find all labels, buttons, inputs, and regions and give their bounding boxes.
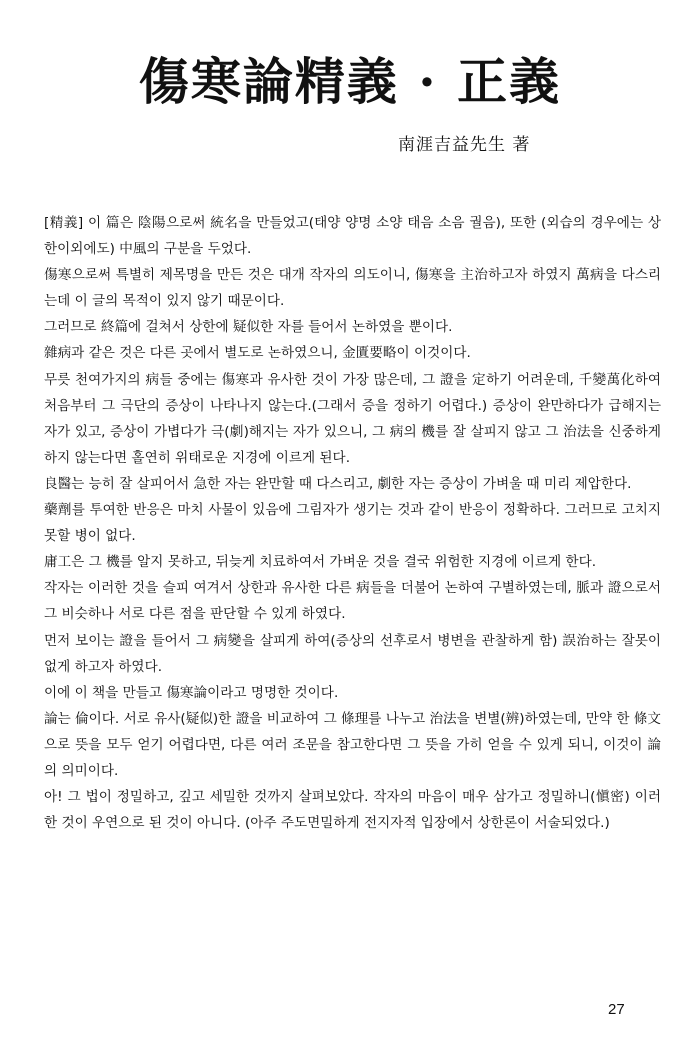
paragraph: 작자는 이러한 것을 슬피 여겨서 상한과 유사한 다른 病들을 더불어 논하여 구별하였는데, 脈과 證으로서 그 비슷하나 서로 다른 점을 판단할 수 있게 하였다. [44, 580, 661, 623]
page-number: 27 [608, 1001, 625, 1018]
paragraph: 論는 倫이다. 서로 유사(疑似)한 證을 비교하여 그 條理를 나누고 治法을 변별(辨)하였는데, 만약 한 條文으로 뜻을 모두 얻기 어렵다면, 다른 여러 조문을 참고한다면 그 뜻을 가히 얻을 수 있게 되니, 이것이 論의 의미이다. [44, 710, 661, 779]
paragraph: 먼저 보이는 證을 들어서 그 病變을 살피게 하여(증상의 선후로서 병변을 관찰하게 함) 誤治하는 잘못이 없게 하고자 하였다. [44, 632, 661, 675]
paragraph: 庸工은 그 機를 알지 못하고, 뒤늦게 치료하여서 가벼운 것을 결국 위험한 지경에 이르게 한다. [44, 554, 597, 571]
paragraph: [精義] 이 篇은 陰陽으로써 統名을 만들었고(태양 양명 소양 태음 소음 궐음), 또한 (외습의 경우에는 상한이외에도) 中風의 구분을 두었다. [44, 215, 661, 258]
paragraph: 아! 그 법이 정밀하고, 깊고 세밀한 것까지 살펴보았다. 작자의 마음이 매우 삼가고 정밀하니(愼密) 이러한 것이 우연으로 된 것이 아니다. (아주 주도면밀하게 전지자적 입장에서 상한론이 서술되었다.) [44, 789, 661, 832]
paragraph: 藥劑를 투여한 반응은 마치 사물이 있음에 그림자가 생기는 것과 같이 반응이 정확하다. 그러므로 고치지 못할 병이 없다. [44, 502, 661, 545]
author-line: 南涯吉益先生 著 [398, 135, 531, 155]
paragraph: 그러므로 終篇에 걸쳐서 상한에 疑似한 자를 들어서 논하였을 뿐이다. [44, 319, 453, 336]
paragraph: 雜病과 같은 것은 다른 곳에서 별도로 논하였으니, 金匱要略이 이것이다. [44, 345, 471, 362]
page-title: 傷寒論精義 · 正義 [138, 52, 562, 111]
paragraph: 良醫는 능히 잘 살피어서 急한 자는 완만할 때 다스리고, 劇한 자는 증상이 가벼울 때 미리 제압한다. [44, 475, 632, 492]
paragraph: 傷寒으로써 특별히 제목명을 만든 것은 대개 작자의 의도이니, 傷寒을 主治하고자 하였지 萬病을 다스리는데 이 글의 목적이 있지 않기 때문이다. [44, 267, 661, 310]
body-text [44, 210, 661, 836]
paragraph: 이에 이 책을 만들고 傷寒論이라고 명명한 것이다. [44, 684, 339, 701]
paragraph: 무릇 천여가지의 病들 중에는 傷寒과 유사한 것이 가장 많은데, 그 證을 定하기 어려운데, 千變萬化하여 처음부터 그 극단의 증상이 나타나지 않는다.(그래서 증을 정하기 어렵다.) 증상이 완만하다가 급해지는 자가 있고, 증상이 가볍다가 극(劇)해지는 자가 있으니, 그 病의 機를 잘 살피지 않고 그 治法을 신중하게 하지 않는다면 홀연히 위태로운 지경에 이르게 된다. [44, 371, 661, 466]
